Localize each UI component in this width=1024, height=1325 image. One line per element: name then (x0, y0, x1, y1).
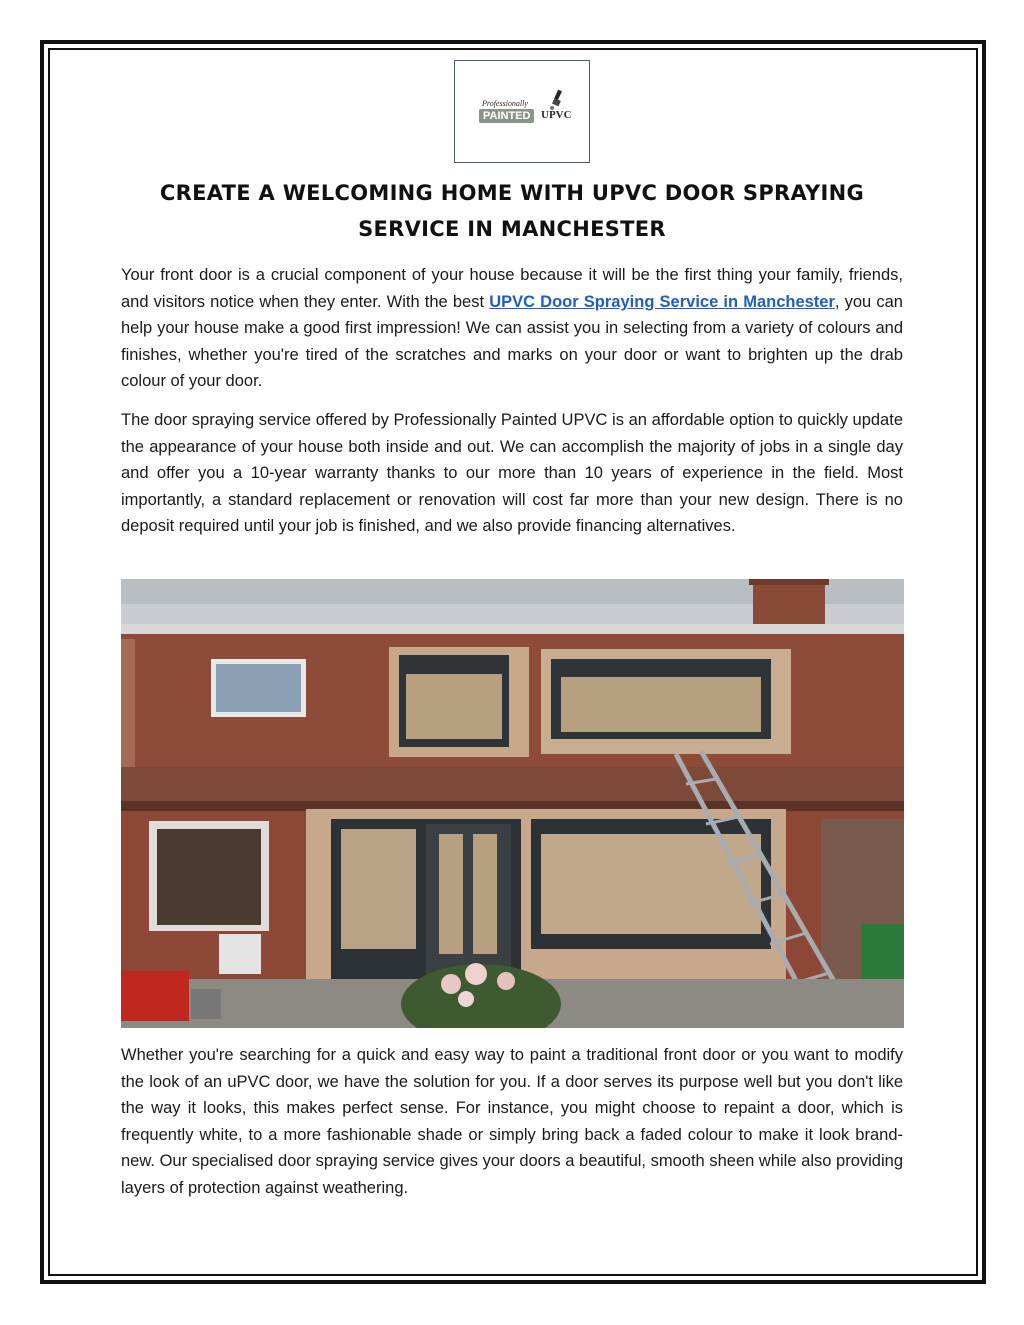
logo-line-1: Professionally (482, 99, 528, 108)
paintbrush-icon (547, 89, 569, 111)
service-paragraph: The door spraying service offered by Professionally Painted UPVC is an affordable option to quickly update the appearance of your house both inside and out. We can accomplish the majority of jobs in a single day and offer you a 10-year warranty thanks to our more than 10 years of experience in the field. Most importantly, a standard replacement or renovation will cost far more than your new design. There is no deposit required until your job is finished, and we also provide financing alternatives. (121, 411, 903, 536)
solution-paragraph: Whether you're searching for a quick and easy way to paint a traditional front door or you want to modify the look of an uPVC door, we have the solution for you. If a door serves its purpose well but you don't like the way it looks, this makes perfect sense. For instance, you might choose to repaint a door, which is frequently white, to a more fashionable shade or simply bring back a faded colour to make it look brand-new. Our specialised door spraying service gives your doors a beautiful, smooth sheen while also providing layers of protection against weathering. (121, 1046, 903, 1197)
house-photo (121, 579, 904, 1028)
upvc-door-spraying-link[interactable]: UPVC Door Spraying Service in Manchester (489, 292, 835, 311)
intro-paragraph (121, 262, 903, 395)
company-logo (454, 60, 590, 163)
logo-line-3: UPVC (541, 109, 572, 121)
page-title: CREATE A WELCOMING HOME WITH UPVC DOOR SPRAYING SERVICE IN MANCHESTER (159, 181, 865, 241)
intro-text-start: Your front door is a crucial component of your house because it will be the first thing your family, friends, and visitors notice when they enter. With the best (121, 266, 903, 311)
logo-line-2: PAINTED (479, 109, 534, 123)
intro-text-end: , you can help your house make a good first impression! We can assist you in selecting from a variety of colours and finishes, whether you're tired of the scratches and marks on your door or want to brighten up the drab colour of your door. (121, 292, 903, 391)
